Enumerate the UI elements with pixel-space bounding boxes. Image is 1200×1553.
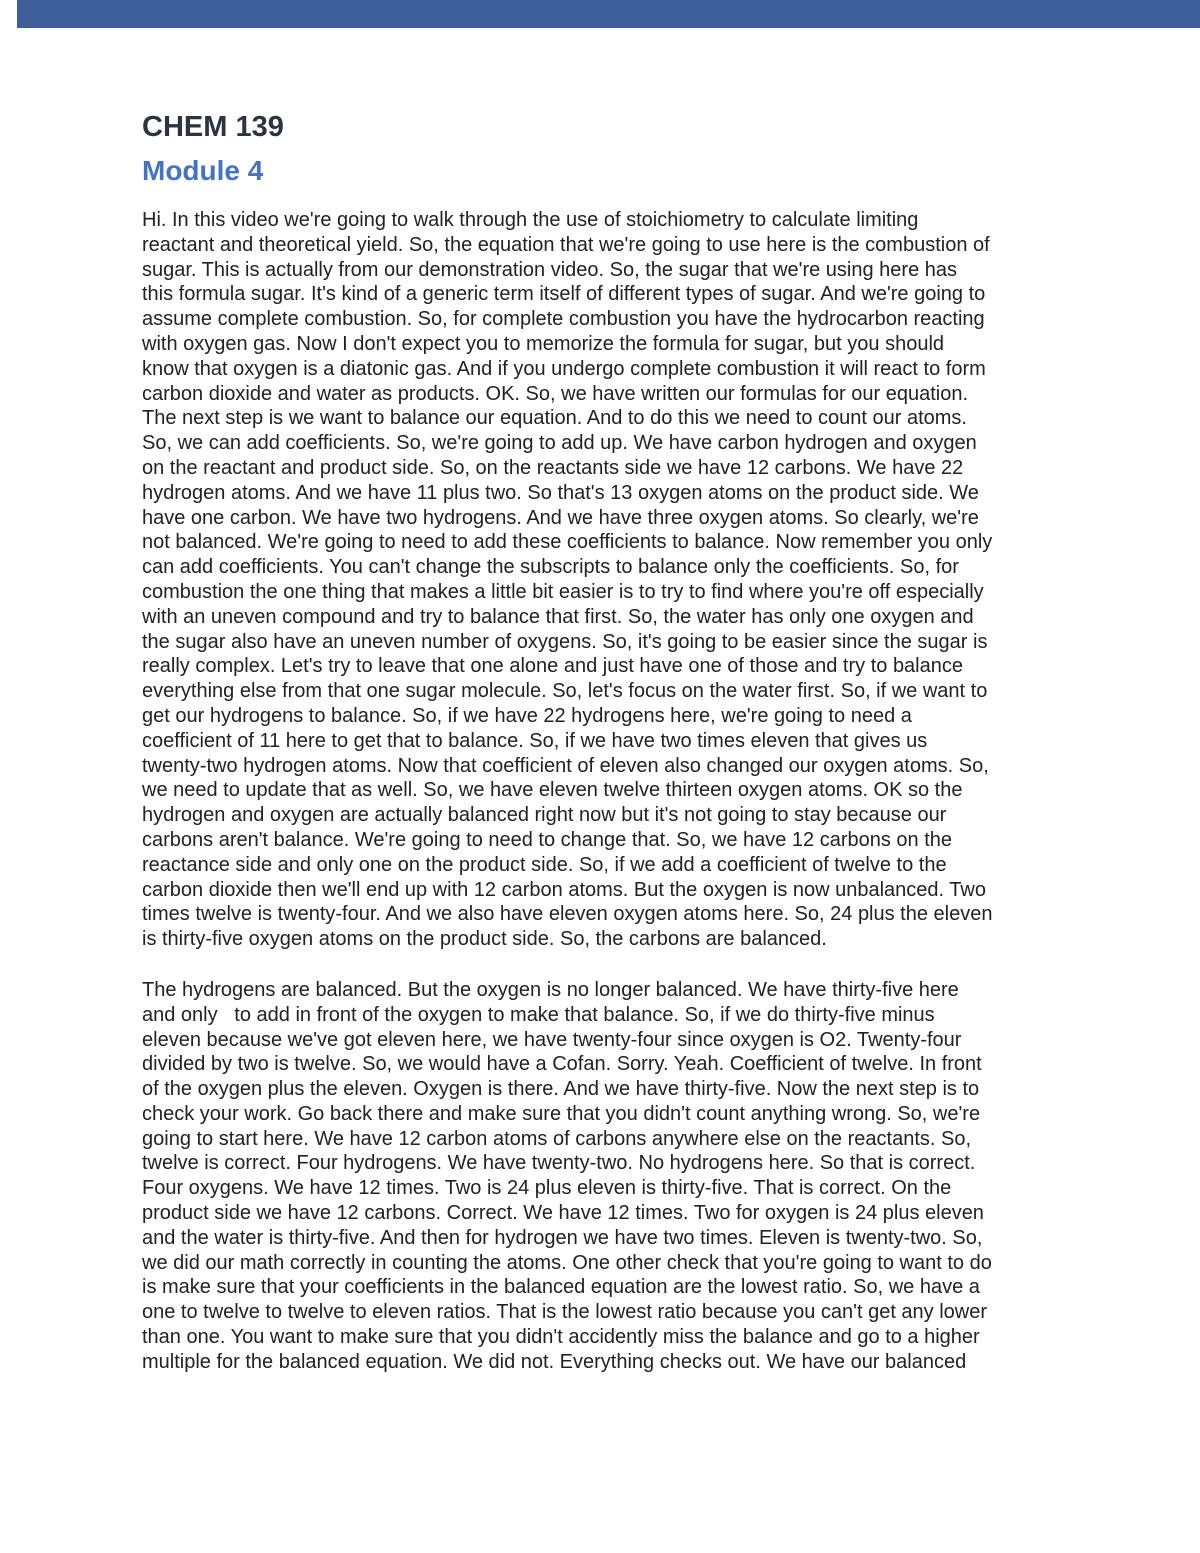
transcript xyxy=(142,208,1067,1375)
transcript-paragraph-1: Hi. In this video we're going to walk through the use of stoichiometry to calculate limiting reactant and theoretical yield. So, the equation that we're going to use here is the combustion of sugar. This is actually from our demonstration video. So, the sugar that we're using here has this formula sugar. It's kind of a generic term itself of different types of sugar. And we're going to assume complete combustion. So, for complete combustion you have the hydrocarbon reacting with oxygen gas. Now I don't expect you to memorize the formula for sugar, but you should know that oxygen is a diatonic gas. And if you undergo complete combustion it will react to form carbon dioxide and water as products. OK. So, we have written our formulas for our equation. The next step is we want to balance our equation. And to do this we need to count our atoms. So, we can add coefficients. So, we're going to add up. We have carbon hydrogen and oxygen on the reactant and product side. So, on the reactants side we have 12 carbons. We have 22 hydrogen atoms. And we have 11 plus two. So that's 13 oxygen atoms on the product side. We have one carbon. We have two hydrogens. And we have three oxygen atoms. So clearly, we're not balanced. We're going to need to add these coefficients to balance. Now remember you only can add coefficients. You can't change the subscripts to balance only the coefficients. So, for combustion the one thing that makes a little bit easier is to try to find where you're off especially with an uneven compound and try to balance that first. So, the water has only one oxygen and the sugar also have an uneven number of oxygens. So, it's going to be easier since the sugar is really complex. Let's try to leave that one alone and just have one of those and try to balance everything else from that one sugar molecule. So, let's focus on the water first. So, if we want to get our hydrogens to balance. So, if we have 22 hydrogens here, we're going to need a coefficient of 11 here to get that to balance. So, if we have two times eleven that gives us twenty-two hydrogen atoms. Now that coefficient of eleven also changed our oxygen atoms. So, we need to update that as well. So, we have eleven twelve thirteen oxygen atoms. OK so the hydrogen and oxygen are actually balanced right now but it's not going to stay because our carbons aren't balance. We're going to need to change that. So, we have 12 carbons on the reactance side and only one on the product side. So, if we add a coefficient of twelve to the carbon dioxide then we'll end up with 12 carbon atoms. But the oxygen is now unbalanced. Two times twelve is twenty-four. And we also have eleven oxygen atoms here. So, 24 plus the eleven is thirty-five oxygen atoms on the product side. So, the carbons are balanced. xyxy=(142,209,993,951)
transcript-paragraph-2: The hydrogens are balanced. But the oxygen is no longer balanced. We have thirty-five here and only to add in front of the oxygen to make that balance. So, if we do thirty-five minus eleven because we've got eleven here, we have twenty-four since oxygen is O2. Twenty-four divided by two is twelve. So, we would have a Cofan. Sorry. Yeah. Coefficient of twelve. In front of the oxygen plus the eleven. Oxygen is there. And we have thirty-five. Now the next step is to check your work. Go back there and make sure that you didn't count anything wrong. So, we're going to start here. We have 12 carbon atoms of carbons anywhere else on the reactants. So, twelve is correct. Four hydrogens. We have twenty-two. No hydrogens here. So that is correct. Four oxygens. We have 12 times. Two is 24 plus eleven is thirty-five. That is correct. On the product side we have 12 carbons. Correct. We have 12 times. Two for oxygen is 24 plus eleven and the water is thirty-five. And then for hydrogen we have two times. Eleven is twenty-two. So, we did our math correctly in counting the atoms. One other check that you're going to want to do is make sure that your coefficients in the balanced equation are the lowest ratio. So, we have a one to twelve to twelve to eleven ratios. That is the lowest ratio because you can't get any lower than one. You want to make sure that you didn't accidently miss the balance and go to a higher multiple for the balanced equation. We did not. Everything checks out. We have our balanced xyxy=(142,978,992,1373)
module-subtitle: Module 4 xyxy=(142,155,264,186)
header-bar xyxy=(17,0,1200,28)
document-body xyxy=(142,108,1067,1375)
page-title: CHEM 139 xyxy=(142,111,284,143)
